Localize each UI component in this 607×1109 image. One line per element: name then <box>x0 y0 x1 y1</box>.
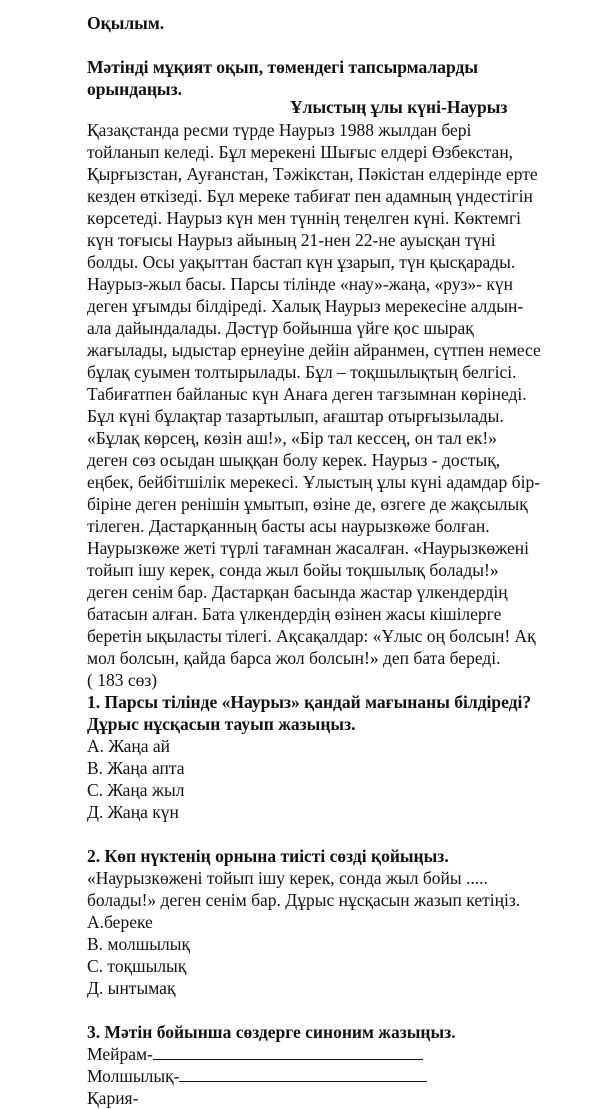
paragraph-line: «Бұлақ көрсең, көзін аш!», «Бір тал кессең, он тал ек!» <box>87 428 497 448</box>
paragraph-line: көрсетеді. Наурыз күн мен түннің теңелген күні. Көктемгі <box>87 208 522 228</box>
text-title: Ұлыстың ұлы күні-Наурыз <box>290 97 508 117</box>
question-1-subtitle: Дұрыс нұсқасын тауып жазыңыз. <box>87 714 356 734</box>
synonym-item <box>87 1087 138 1109</box>
paragraph-line: тілеген. Дастарқанның басты асы наурызкөже болған. <box>87 516 490 536</box>
synonym-word: Молшылық- <box>87 1066 180 1086</box>
paragraph-line: ала дайындалады. Дәстүр бойынша үйге қос шырақ <box>87 318 474 338</box>
answer-blank[interactable] <box>153 1044 423 1060</box>
instruction-line-1: Мәтінді мұқият оқып, төмендегі тапсырмаларды <box>87 57 479 77</box>
synonym-word: Мейрам- <box>87 1044 153 1064</box>
answer-option: Д. Жаңа күн <box>87 802 179 822</box>
paragraph-line: Қырғызстан, Ауғанстан, Тәжікстан, Пәкістан елдерінде ерте <box>87 164 538 184</box>
paragraph-line: деген сөз осыдан шыққан болу керек. Наурыз - достық, <box>87 450 501 470</box>
paragraph-line: болды. Осы уақыттан бастап күн ұзарып, түн қысқарады. <box>87 252 516 272</box>
paragraph-line: кезден өткізеді. Бұл мереке табиғат пен адамның үндестігін <box>87 186 533 206</box>
instruction-line-2: орындаңыз. <box>87 79 182 99</box>
answer-option: С. Жаңа жыл <box>87 780 185 800</box>
answer-option: В. Жаңа апта <box>87 758 185 778</box>
question-2-text: болады!» деген сенім бар. Дұрыс нұсқасын жазып кетіңіз. <box>87 890 521 910</box>
paragraph-line: батасын алған. Бата үлкендердің өзінен жасы кішілерге <box>87 604 502 624</box>
question-2-text: «Наурызкөжені тойып ішу керек, сонда жыл бойы ..... <box>87 868 488 888</box>
paragraph-line: деген сенім бар. Дастарқан басында жастар үлкендердің <box>87 582 508 602</box>
paragraph-line: Бұл күні бұлақтар тазартылып, ағаштар отырғызылады. <box>87 406 504 426</box>
paragraph-line: бұлақ суымен толтырылады. Бұл – тоқшылықтың белгісі. <box>87 362 517 382</box>
paragraph-line: Табиғатпен байланыс күн Анаға деген тағзымнан көрінеді. <box>87 384 527 404</box>
answer-option: В. молшылық <box>87 934 190 954</box>
paragraph-line: еңбек, бейбітшілік мерекесі. Ұлыстың ұлы күні адамдар бір- <box>87 472 541 492</box>
word-count: ( 183 сөз) <box>87 670 158 690</box>
paragraph-line: мол болсын, қайда барса жол болсын!» деп бата береді. <box>87 648 501 668</box>
section-heading: Оқылым. <box>87 13 165 33</box>
paragraph-line: беретін ықыласты тілегі. Ақсақалдар: «Ұлыс оң болсын! Ақ <box>87 626 536 646</box>
synonym-word: Қария- <box>87 1088 139 1108</box>
synonym-item <box>87 1065 427 1087</box>
question-3-title: 3. Мәтін бойынша сөздерге синоним жазыңыз. <box>87 1022 456 1042</box>
synonym-item <box>87 1043 423 1065</box>
paragraph-line: жағылады, ыдыстар ернеуіне дейін айранмен, сүтпен немесе <box>87 340 541 360</box>
paragraph-line: күн тоғысы Наурыз айының 21-нен 22-не ауысқан түні <box>87 230 496 250</box>
question-1-title: 1. Парсы тілінде «Наурыз» қандай мағынаны білдіреді? <box>87 692 532 712</box>
question-2-title: 2. Көп нүктенің орнына тиісті сөзді қойыңыз. <box>87 846 449 866</box>
answer-option: Д. ынтымақ <box>87 978 176 998</box>
paragraph-line: Наурызкөже жеті түрлі тағамнан жасалған. «Наурызкөжені <box>87 538 529 558</box>
paragraph-line: деген ұғымды білдіреді. Халық Наурыз мерекесіне алдын- <box>87 296 524 316</box>
paragraph-line: тойланып келеді. Бұл мерекені Шығыс елдері Өзбекстан, <box>87 142 514 162</box>
answer-option: А. Жаңа ай <box>87 736 171 756</box>
answer-option: А.береке <box>87 912 153 932</box>
paragraph-line: тойып ішу керек, сонда жыл бойы тоқшылық болады!» <box>87 560 499 580</box>
answer-option: С. тоқшылық <box>87 956 187 976</box>
paragraph-line: Наурыз-жыл басы. Парсы тілінде «нау»-жаңа, «руз»- күн <box>87 274 513 294</box>
paragraph-line: Қазақстанда ресми түрде Наурыз 1988 жылдан бері <box>87 120 472 140</box>
paragraph-line: біріне деген ренішін ұмытып, өзіне де, өзгеге де жақсылық <box>87 494 528 514</box>
